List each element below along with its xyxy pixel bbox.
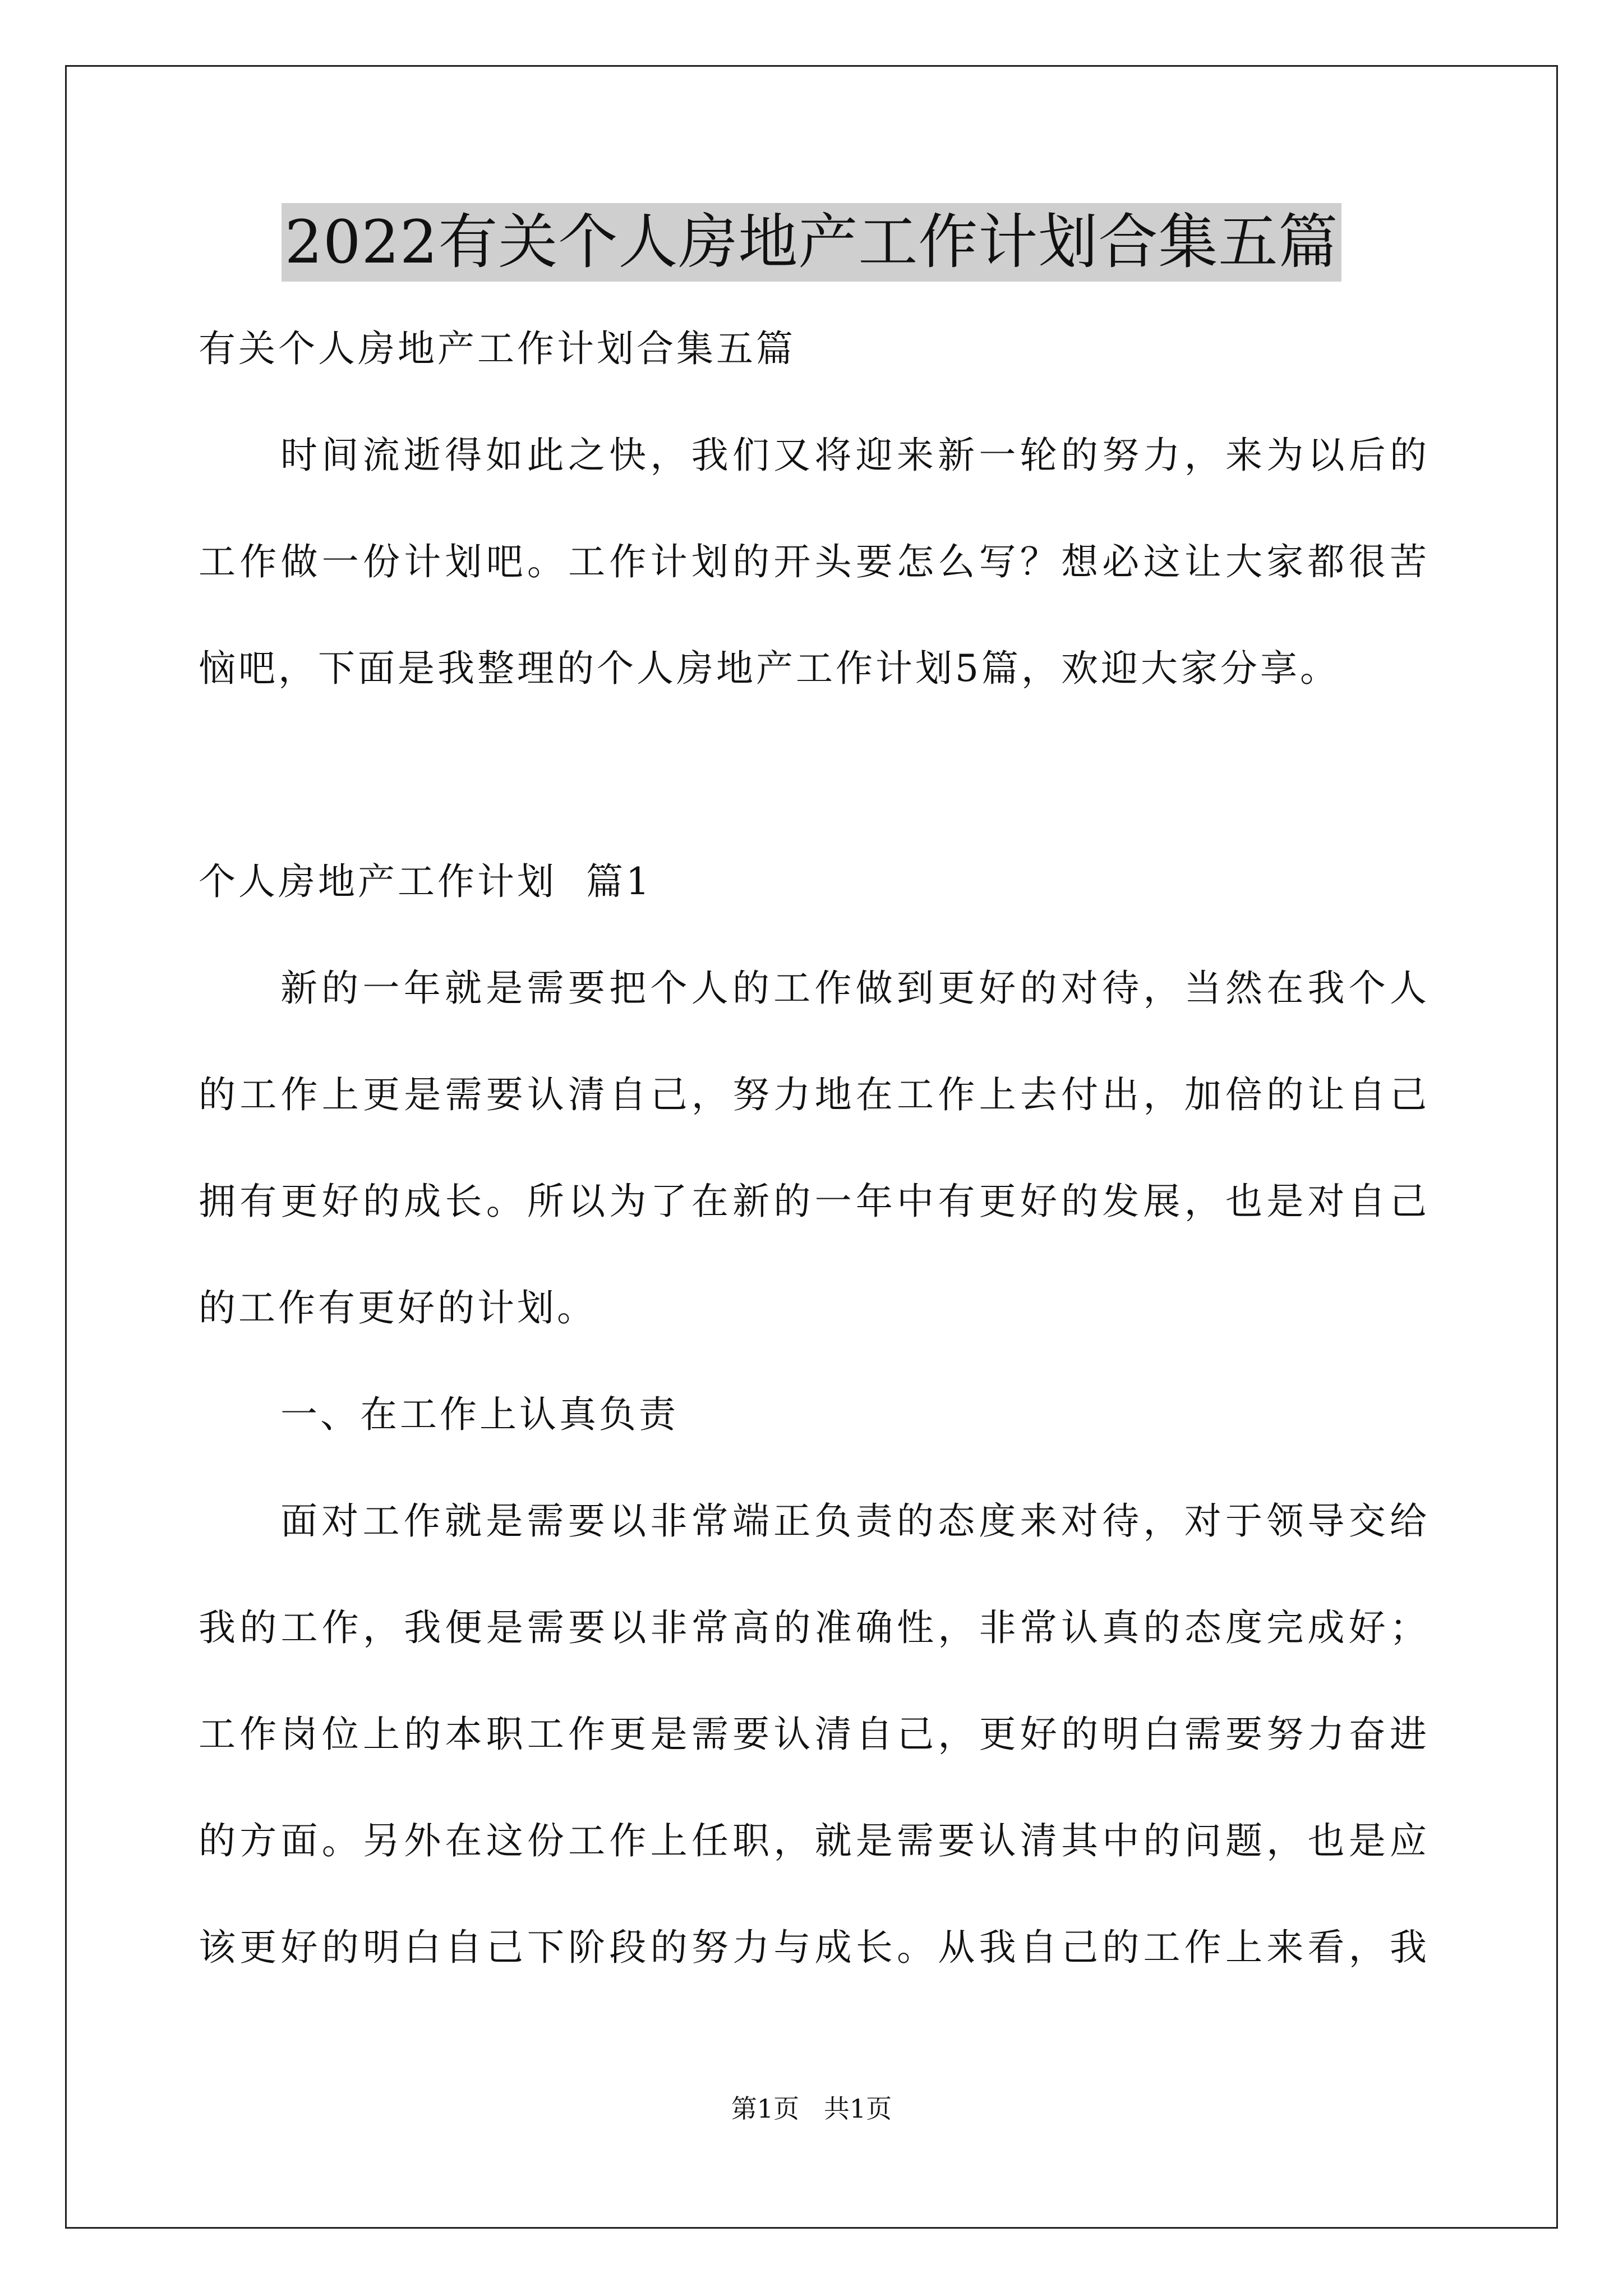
para1-line-1: 新的一年就是需要把个人的工作做到更好的对待，当然在我个人 — [280, 967, 1427, 1010]
document-title-text: 2022有关个人房地产工作计划合集五篇 — [282, 203, 1342, 282]
document-body — [199, 296, 1427, 2001]
section-heading: 个人房地产工作计划 篇1 — [199, 860, 652, 903]
blank-line — [199, 722, 1427, 829]
point1-heading: 一、在工作上认真负责 — [280, 1393, 679, 1436]
document-title — [0, 203, 1623, 282]
para2-line-5: 该更好的明白自己下阶段的努力与成长。从我自己的工作上来看，我 — [199, 1926, 1427, 1969]
page-number: 第1页 共1页 — [731, 2093, 892, 2124]
page-footer — [0, 2089, 1623, 2128]
intro-line-3: 恼吧，下面是我整理的个人房地产工作计划5篇，欢迎大家分享。 — [199, 647, 1340, 690]
para1-line-2: 的工作上更是需要认清自己，努力地在工作上去付出，加倍的让自己 — [199, 1073, 1427, 1116]
intro-line-2: 工作做一份计划吧。工作计划的开头要怎么写？想必这让大家都很苦 — [199, 540, 1427, 583]
para1-line-4: 的工作有更好的计划。 — [199, 1286, 597, 1329]
para2-line-3: 工作岗位上的本职工作更是需要认清自己，更好的明白需要努力奋进 — [199, 1713, 1427, 1756]
para2-line-4: 的方面。另外在这份工作上任职，就是需要认清其中的问题，也是应 — [199, 1819, 1427, 1862]
intro-line-1: 时间流逝得如此之快，我们又将迎来新一轮的努力，来为以后的 — [280, 434, 1427, 477]
para1-line-3: 拥有更好的成长。所以为了在新的一年中有更好的发展，也是对自己 — [199, 1180, 1427, 1223]
subtitle: 有关个人房地产工作计划合集五篇 — [199, 327, 796, 370]
para2-line-1: 面对工作就是需要以非常端正负责的态度来对待，对于领导交给 — [280, 1499, 1427, 1543]
para2-line-2: 我的工作，我便是需要以非常高的准确性，非常认真的态度完成好； — [199, 1606, 1427, 1649]
